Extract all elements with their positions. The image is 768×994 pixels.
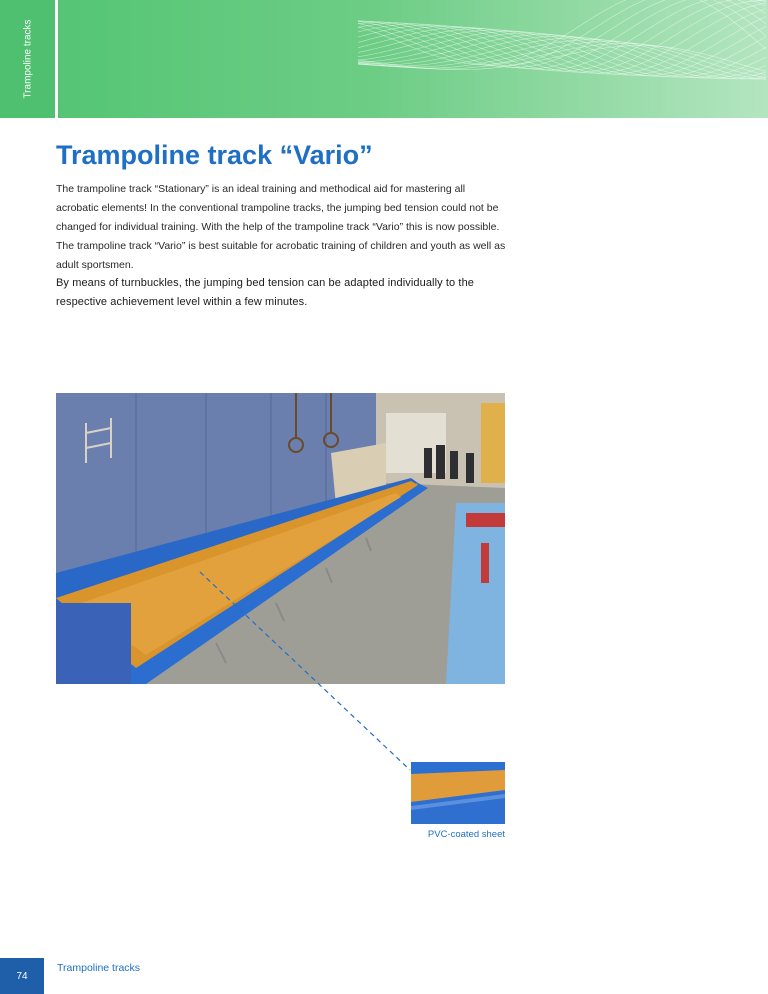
header-banner bbox=[58, 0, 768, 118]
intro-paragraph: The trampoline track “Stationary” is an ideal training and methodical aid for mastering all acrobatic elements! In the conventional trampoline tracks, the jumping bed tension could not be changed for individual training. With the help of the trampoline track “Vario” this is now possible. The trampoline track “Vario” is best suitable for acrobatic training of children and youth as well as adult sportsmen. bbox=[56, 183, 506, 271]
lead-paragraph: By means of turnbuckles, the jumping bed tension can be adapted individually to the respective achievement level within a few minutes. bbox=[56, 277, 475, 308]
trampoline-track-photo bbox=[56, 393, 505, 684]
footer-section-title: Trampoline tracks bbox=[57, 962, 141, 974]
wave-pattern-graphic bbox=[58, 0, 768, 118]
page-number: 74 bbox=[0, 958, 44, 994]
section-side-tab bbox=[0, 0, 55, 118]
page-title: Trampoline track “Vario” bbox=[56, 140, 373, 170]
detail-caption: PVC-coated sheet bbox=[427, 829, 505, 840]
pvc-sheet-detail-photo bbox=[411, 762, 505, 824]
section-side-tab-label: Trampoline tracks bbox=[22, 19, 34, 99]
